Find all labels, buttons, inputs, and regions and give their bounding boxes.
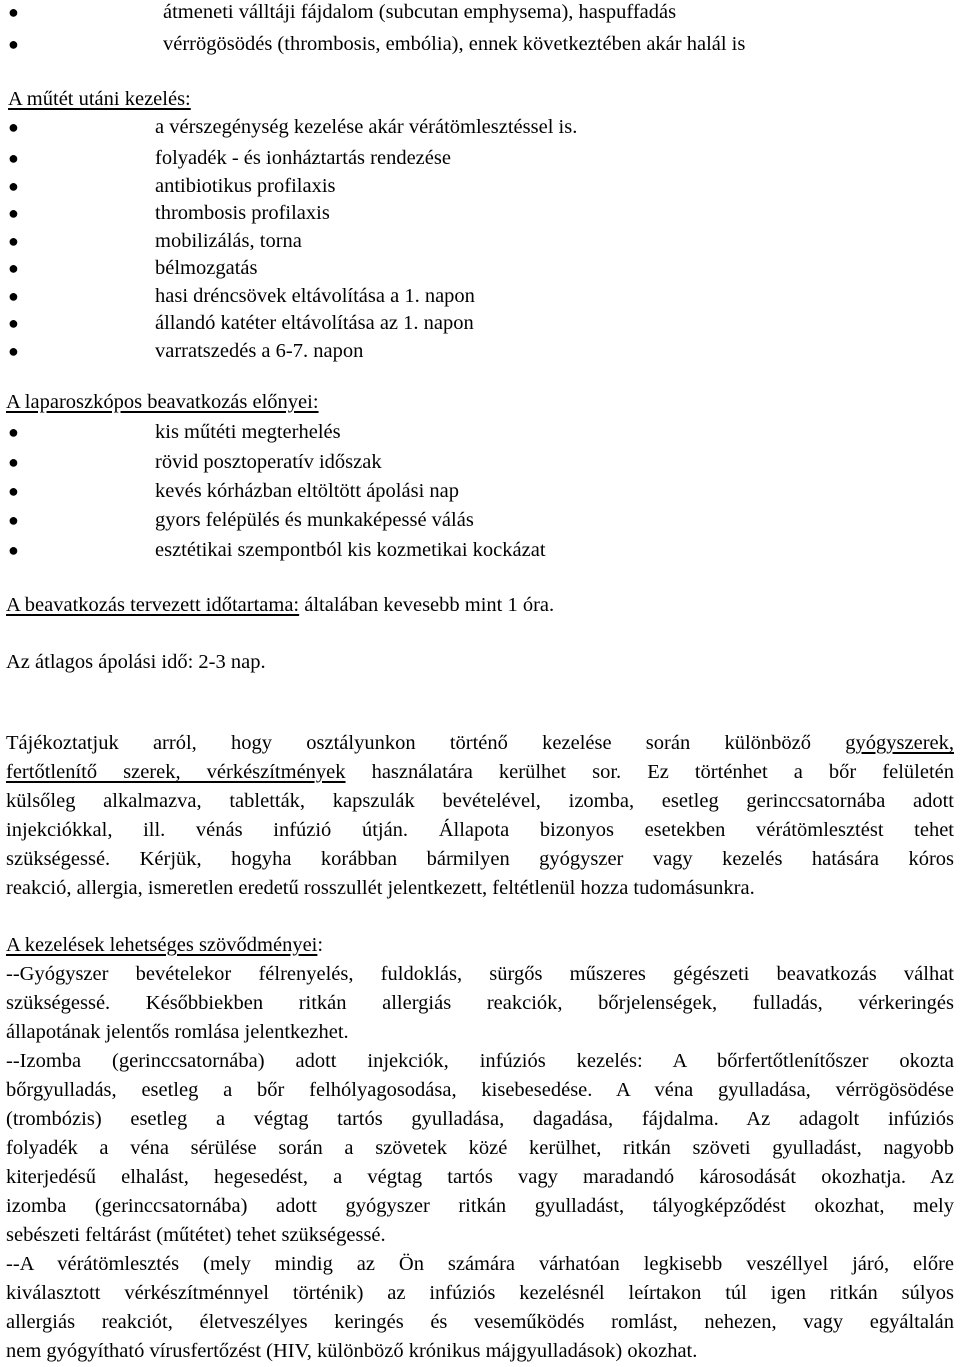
list-item: gyors felépülés és munkaképessé válás [155,509,474,531]
paragraph-line: állapotának jelentős romlása jelentkezhet. [6,1021,349,1043]
post-op-heading: A műtét utáni kezelés: [8,88,191,110]
paragraph-line: kiterjedésű elhalást, hegesedést, a végtag tartós vagy maradandó károsodását okozhatja. Az [6,1166,954,1188]
bullet-icon: ● [8,34,19,54]
paragraph-line: szükségessé. Későbbiekben ritkán allergiás reakciók, bőrjelenségek, fulladás, vérkeringés [6,992,954,1014]
bullet-icon: ● [8,231,19,251]
list-item: vérrögösödés (thrombosis, embólia), ennek következtében akár halál is [163,33,746,55]
list-item: bélmozgatás [155,257,258,279]
text-span: Tájékoztatjuk arról, hogy osztályunkon történő kezelése során különböző [6,732,846,754]
list-item: átmeneti válltáji fájdalom (subcutan emphysema), haspuffadás [163,1,677,23]
complications-heading: A kezelések lehetséges szövődményei [6,934,318,956]
list-item: rövid posztoperatív időszak [155,451,382,473]
paragraph-line: injekciókkal, ill. vénás infúzió útján. Állapota bizonyos esetekben vérátömlesztést tehet [6,819,954,841]
bullet-icon: ● [8,203,19,223]
paragraph-line: reakció, allergia, ismeretlen eredetű rosszullét jelentkezett, feltétlenül hozza tudomásunkra. [6,877,755,899]
paragraph-line [6,731,954,755]
paragraph-line: (trombózis) esetleg a végtag tartós gyulladása, dagadása, fájdalma. Az adagolt infúziós [6,1108,954,1130]
list-item: hasi dréncsövek eltávolítása a 1. napon [155,285,475,307]
complications-heading-line [6,933,323,957]
paragraph-line: nem gyógyítható vírusfertőzést (HIV, különböző krónikus májgyulladások) okozhat. [6,1340,698,1362]
bullet-icon: ● [8,286,19,306]
paragraph-line: folyadék a véna sérülése során a szövetek közé kerülhet, ritkán szöveti gyulladást, nagyobb [6,1137,954,1159]
paragraph-line: kiválasztott vérkészítménnyel történik) az infúziós kezelésnél leírtakon túl igen ritkán súlyos [6,1282,954,1304]
list-item: folyadék - és ionháztartás rendezése [155,147,451,169]
drugs-term: gyógyszerek, [845,732,954,754]
bullet-icon: ● [8,540,19,560]
bullet-icon: ● [8,510,19,530]
duration-label: A beavatkozás tervezett időtartama: [6,594,300,616]
list-item: esztétikai szempontból kis kozmetikai kockázat [155,539,546,561]
stay-line: Az átlagos ápolási idő: 2-3 nap. [6,651,266,673]
bullet-icon: ● [8,313,19,333]
duration-value: általában kevesebb mint 1 óra. [299,594,555,616]
bullet-icon: ● [8,481,19,501]
paragraph-line: allergiás reakciót, életveszélyes keringés és veseműködés romlást, nehezen, vagy egyáltalán [6,1311,954,1333]
bullet-icon: ● [8,2,19,22]
paragraph-line: --Izomba (gerinccsatornába) adott injekciók, infúziós kezelés: A bőrfertőtlenítőszer okozta [6,1050,954,1072]
list-item: a vérszegénység kezelése akár vérátömlesztéssel is. [155,116,578,138]
list-item: varratszedés a 6-7. napon [155,340,364,362]
bullet-icon: ● [8,117,19,137]
list-item: thrombosis profilaxis [155,202,330,224]
duration-line [6,593,554,617]
paragraph-line [6,760,954,784]
list-item: kis műtéti megterhelés [155,421,341,443]
list-item: kevés kórházban eltöltött ápolási nap [155,480,459,502]
bullet-icon: ● [8,176,19,196]
heading-colon: : [317,934,324,956]
list-item: antibiotikus profilaxis [155,175,336,197]
paragraph-line: izomba (gerinccsatornába) adott gyógyszer ritkán gyulladást, tályogképződést okozhat, mely [6,1195,954,1217]
bullet-icon: ● [8,148,19,168]
bullet-icon: ● [8,258,19,278]
paragraph-line: külsőleg alkalmazva, tabletták, kapszulák bevételével, izomba, esetleg gerinccsatornába adott [6,790,954,812]
list-item: mobilizálás, torna [155,230,302,252]
bullet-icon: ● [8,422,19,442]
bullet-icon: ● [8,341,19,361]
text-span: használatára kerülhet sor. Ez történhet a bőr felületén [345,761,954,783]
advantages-heading: A laparoszkópos beavatkozás előnyei: [6,391,319,413]
paragraph-line: bőrgyulladás, esetleg a bőr felhólyagosodása, kisebesedése. A véna gyulladása, vérrögösödése [6,1079,954,1101]
disinfectants-term: fertőtlenítő szerek, vérkészítmények [6,761,346,783]
paragraph-line: szükségessé. Kérjük, hogyha korábban bármilyen gyógyszer vagy kezelés hatására kóros [6,848,954,870]
list-item: állandó katéter eltávolítása az 1. napon [155,312,474,334]
paragraph-line: --A vérátömlesztés (mely mindig az Ön számára várhatóan legkisebb veszéllyel járó, előre [6,1253,954,1275]
paragraph-line: sebészeti feltárást (műtétet) tehet szükségessé. [6,1224,386,1246]
paragraph-line: --Gyógyszer bevételekor félrenyelés, fuldoklás, sürgős műszeres gégészeti beavatkozás válhat [6,963,954,985]
bullet-icon: ● [8,452,19,472]
